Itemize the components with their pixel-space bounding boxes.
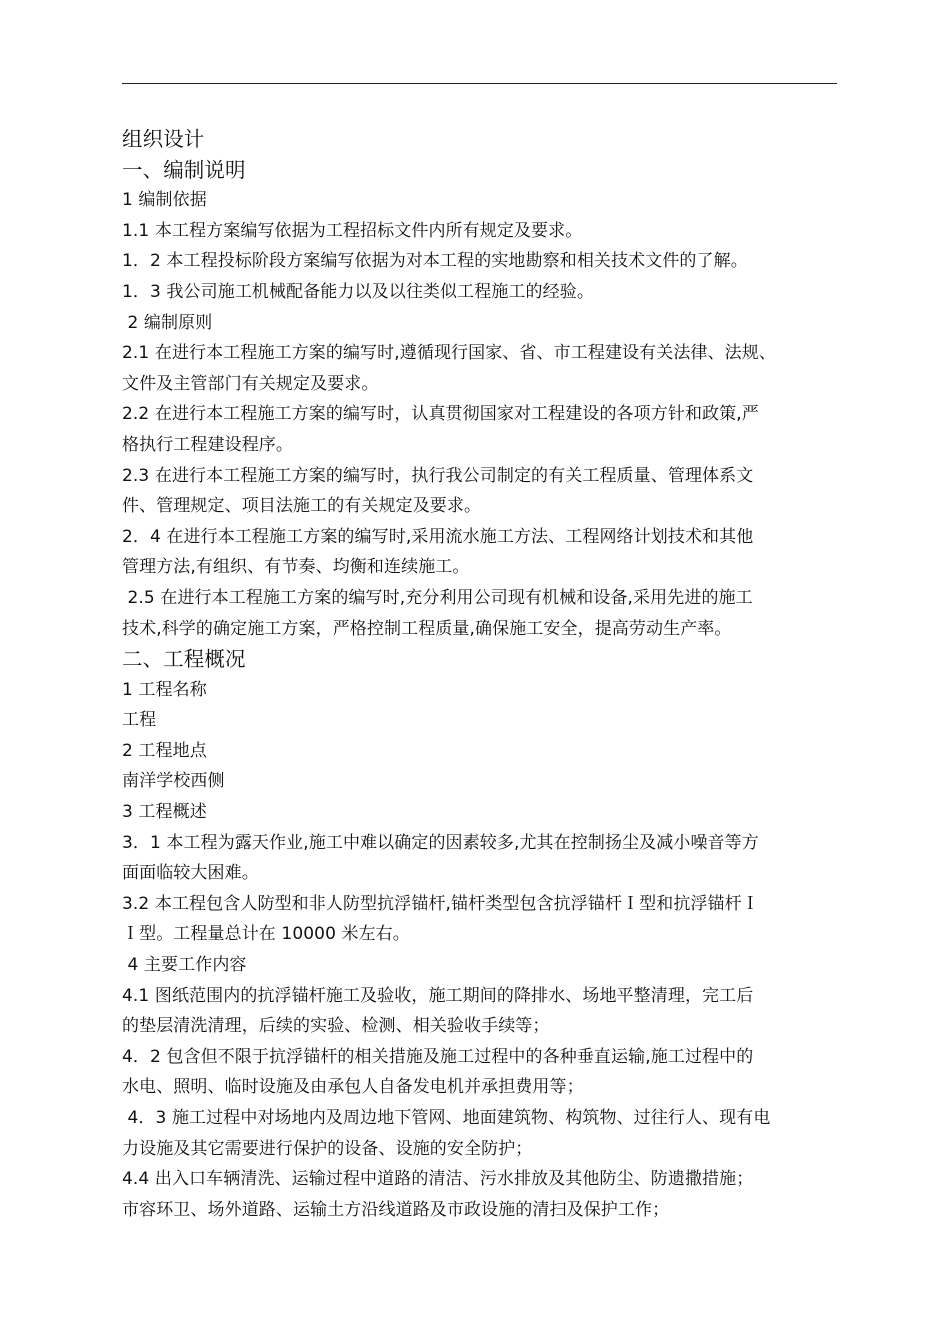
section-heading-2: 二、工程概况 bbox=[122, 647, 246, 672]
paragraph-line: 3.2 本工程包含人防型和非人防型抗浮锚杆,锚杆类型包含抗浮锚杆Ｉ型和抗浮锚杆Ｉ bbox=[122, 893, 759, 914]
document-body bbox=[122, 124, 850, 1225]
paragraph-line: 2.3 在进行本工程施工方案的编写时，执行我公司制定的有关工程质量、管理体系文 bbox=[122, 465, 754, 486]
paragraph-line: 1．2 本工程投标阶段方案编写依据为对本工程的实地勘察和相关技术文件的了解。 bbox=[122, 251, 748, 272]
paragraph-line: 面面临较大困难。 bbox=[122, 863, 259, 884]
paragraph-line: 技术,科学的确定施工方案，严格控制工程质量,确保施工安全，提高劳动生产率。 bbox=[122, 618, 732, 639]
section-heading-1: 一、编制说明 bbox=[122, 157, 246, 182]
paragraph-line: Ｉ型。工程量总计在 10000 米左右。 bbox=[122, 924, 410, 945]
paragraph-line: 2.1 在进行本工程施工方案的编写时,遵循现行国家、省、市工程建设有关法律、法规、 bbox=[122, 343, 776, 364]
subheading: 2 工程地点 bbox=[122, 740, 207, 761]
paragraph-line: 南洋学校西侧 bbox=[122, 771, 225, 792]
paragraph-line: 4.4 出入口车辆清洗、运输过程中道路的清洁、污水排放及其他防尘、防遗撒措施； bbox=[122, 1169, 754, 1190]
paragraph-line: 3．1 本工程为露天作业,施工中难以确定的因素较多,尤其在控制扬尘及减小噪音等方 bbox=[122, 832, 759, 853]
paragraph-line: 4．2 包含但不限于抗浮锚杆的相关措施及施工过程中的各种垂直运输,施工过程中的 bbox=[122, 1046, 754, 1067]
paragraph-line: 格执行工程建设程序。 bbox=[122, 434, 293, 455]
subheading: 3 工程概述 bbox=[122, 802, 207, 823]
paragraph-line: 1．3 我公司施工机械配备能力以及以往类似工程施工的经验。 bbox=[122, 281, 594, 302]
subheading: 1 编制依据 bbox=[122, 190, 207, 211]
paragraph-line: 市容环卫、场外道路、运输土方沿线道路及市政设施的清扫及保护工作； bbox=[122, 1199, 670, 1220]
paragraph-line: 2.5 在进行本工程施工方案的编写时,充分利用公司现有机械和设备,采用先进的施工 bbox=[122, 587, 753, 608]
paragraph-line: 的垫层清洗清理，后续的实验、检测、相关验收手续等； bbox=[122, 1016, 550, 1037]
paragraph-line: 管理方法,有组织、有节奏、均衡和连续施工。 bbox=[122, 557, 470, 578]
paragraph-line: 4.1 图纸范围内的抗浮锚杆施工及验收，施工期间的降排水、场地平整清理，完工后 bbox=[122, 985, 754, 1006]
doc-title: 组织设计 bbox=[122, 127, 205, 151]
paragraph-line: 2．4 在进行本工程施工方案的编写时,采用流水施工方法、工程网络计划技术和其他 bbox=[122, 526, 754, 547]
paragraph-line: 工程 bbox=[122, 710, 157, 731]
subheading: 4 主要工作内容 bbox=[122, 955, 247, 976]
paragraph-line: 2.2 在进行本工程施工方案的编写时，认真贯彻国家对工程建设的各项方针和政策,严 bbox=[122, 404, 759, 425]
paragraph-line: 1.1 本工程方案编写依据为工程招标文件内所有规定及要求。 bbox=[122, 220, 583, 241]
paragraph-line: 水电、照明、临时设施及由承包人自备发电机并承担费用等； bbox=[122, 1077, 584, 1098]
header-rule bbox=[122, 83, 837, 84]
paragraph-line: 4．3 施工过程中对场地内及周边地下管网、地面建筑物、构筑物、过往行人、现有电 bbox=[122, 1108, 771, 1128]
subheading: 1 工程名称 bbox=[122, 679, 207, 700]
paragraph-line: 文件及主管部门有关规定及要求。 bbox=[122, 373, 379, 394]
paragraph-line: 件、管理规定、项目法施工的有关规定及要求。 bbox=[122, 496, 482, 517]
paragraph-line: 力设施及其它需要进行保护的设备、设施的安全防护； bbox=[122, 1138, 533, 1159]
subheading: 2 编制原则 bbox=[122, 312, 213, 333]
